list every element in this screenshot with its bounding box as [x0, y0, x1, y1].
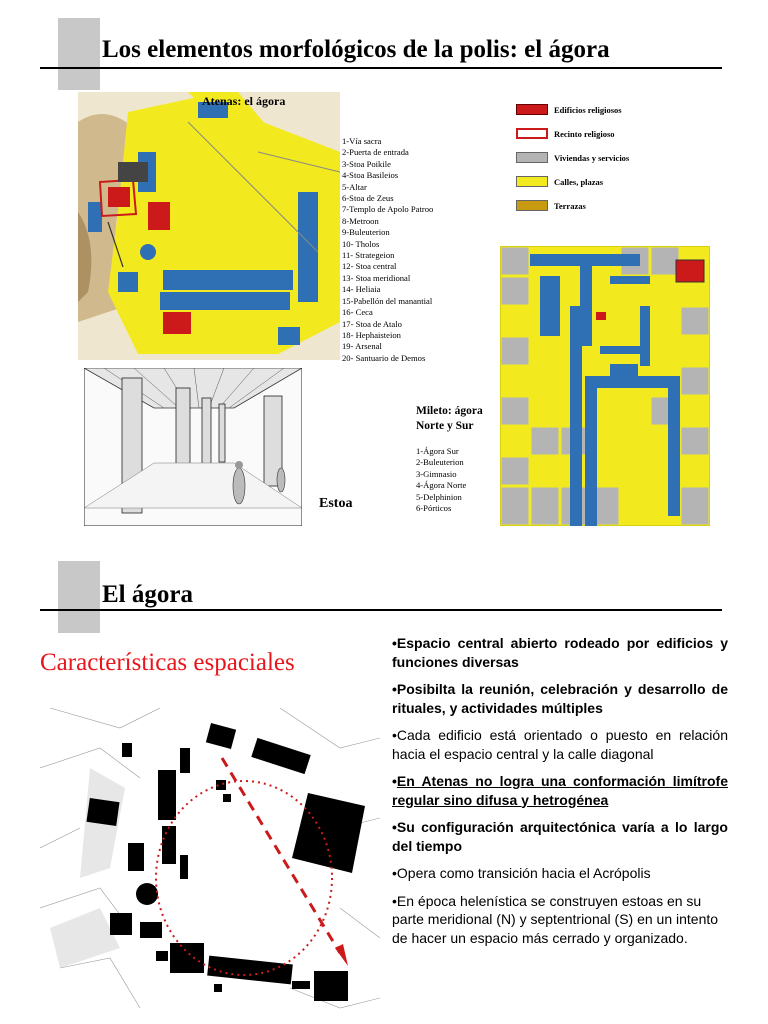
athens-agora-map [78, 92, 340, 360]
legend-item: 11- Strategeion [342, 250, 395, 261]
legend-item: 2-Puerta de entrada [342, 147, 409, 158]
bullet-item: •En época helenística se construyen estoas en su parte meridional (N) y septentrional (S) en un intento de hacer un espacio más cerrado y organizado. [392, 892, 719, 946]
legend-item: 9-Buleuterion [342, 227, 390, 238]
legend-item: 6-Pórticos [416, 503, 452, 514]
subtitle-spatial-characteristics: Características espaciales [40, 649, 295, 676]
miletus-plan [500, 246, 710, 526]
swatch-grey [516, 152, 548, 163]
characteristics-list [392, 634, 728, 956]
legend-item: 14- Heliaia [342, 284, 381, 295]
legend-item: 17- Stoa de Atalo [342, 318, 402, 329]
bullet-item: •En Atenas no logra una conformación limítrofe regular sino difusa y hetrogénea [392, 773, 728, 808]
key-housing: Viviendas y servicios [516, 152, 629, 163]
legend-item: 12- Stoa central [342, 261, 397, 272]
legend-item: 5-Delphinion [416, 491, 462, 502]
bullet-item: •Posibilta la reunión, celebración y desarrollo de rituales, y actividades múltiples [392, 681, 728, 716]
legend-item: 7-Templo de Apolo Patroo [342, 204, 434, 215]
key-religious-precinct: Recinto religioso [516, 128, 615, 139]
legend-item: 3-Gimnasio [416, 468, 457, 479]
bullet-item: •Cada edificio está orientado o puesto en relación hacia el espacio central y la calle diagonal [392, 727, 728, 762]
legend-item: 4-Stoa Basileios [342, 170, 399, 181]
bullet-item: •Su configuración arquitectónica varía a lo largo del tiempo [392, 819, 728, 854]
stoa-illustration [84, 368, 302, 526]
bullet-item: •Opera como transición hacia el Acrópolis [392, 865, 651, 881]
legend-item: 1-Vía sacra [342, 136, 382, 146]
title-underline [40, 609, 722, 611]
title-accent-block [58, 561, 100, 633]
miletus-legend [416, 446, 500, 514]
slide-2-title: El ágora [102, 581, 193, 608]
miletus-title: Mileto: ágora Norte y Sur [416, 405, 483, 432]
legend-item: 15-Pabellón del manantial [342, 295, 433, 306]
legend-item: 4-Ágora Norte [416, 480, 467, 491]
legend-item: 5-Altar [342, 181, 367, 192]
title-underline [40, 67, 722, 69]
key-streets: Calles, plazas [516, 176, 603, 187]
swatch-ochre [516, 200, 548, 211]
slide-1-title: Los elementos morfológicos de la polis: el ágora [102, 36, 610, 63]
stoa-label: Estoa [319, 496, 353, 511]
athens-map-title: Atenas: el ágora [202, 94, 286, 108]
title-accent-block [58, 18, 100, 90]
slide-2 [0, 545, 768, 1024]
bullet-item: •Espacio central abierto rodeado por edificios y funciones diversas [392, 635, 728, 670]
swatch-red-outline [516, 128, 548, 139]
legend-item: 1-Ágora Sur [416, 446, 459, 456]
legend-item: 6-Stoa de Zeus [342, 193, 394, 204]
legend-item: 10- Tholos [342, 238, 380, 249]
key-religious-buildings: Edificios religiosos [516, 104, 622, 115]
athens-legend [342, 136, 492, 364]
legend-item: 3-Stoa Poikile [342, 158, 391, 169]
legend-item: 18- Hephaisteion [342, 329, 401, 340]
legend-item: 19- Arsenal [342, 341, 382, 352]
legend-item: 8-Metroon [342, 215, 379, 226]
legend-item: 13- Stoa meridional [342, 272, 411, 283]
agora-figure-ground-plan [40, 708, 380, 1023]
key-terraces: Terrazas [516, 200, 586, 211]
legend-item: 16- Ceca [342, 307, 373, 318]
legend-item: 20- Santuario de Demos [342, 352, 426, 363]
swatch-red-fill [516, 104, 548, 115]
legend-item: 2-Buleuterion [416, 457, 464, 468]
swatch-yellow [516, 176, 548, 187]
